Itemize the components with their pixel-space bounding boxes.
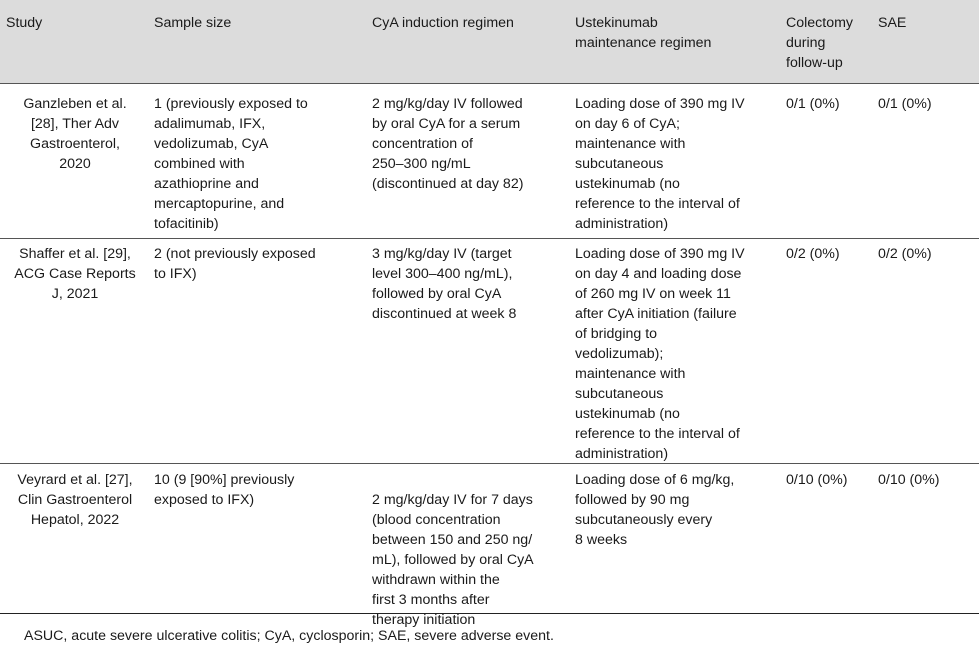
row3-study: Veyrard et al. [27], Clin Gastroenterol Hepatol, 2022	[17, 472, 133, 528]
header-ustekinumab: Ustekinumab maintenance regimen	[575, 15, 712, 51]
row2-sample-size: 2 (not previously exposed to IFX)	[154, 246, 316, 282]
table-bottom-rule	[0, 613, 979, 614]
row2-sae: 0/2 (0%)	[878, 246, 932, 262]
header-divider	[0, 83, 979, 84]
row1-divider	[0, 238, 979, 239]
row1-colectomy: 0/1 (0%)	[786, 96, 840, 112]
row2-study: Shaffer et al. [29], ACG Case Reports J, 2021	[14, 246, 136, 302]
header-colectomy: Colectomy during follow-up	[786, 15, 854, 71]
row3-ustekinumab: Loading dose of 6 mg/kg, followed by 90 mg subcutaneously every 8 weeks	[575, 472, 735, 548]
row2-cya-induction: 3 mg/kg/day IV (target level 300–400 ng/mL), followed by oral CyA discontinued at week 8	[372, 246, 517, 322]
row1-sae: 0/1 (0%)	[878, 96, 932, 112]
header-study: Study	[6, 15, 43, 31]
row1-ustekinumab: Loading dose of 390 mg IV on day 6 of CyA; maintenance with subcutaneous ustekinumab (no reference to the interval of administration)	[575, 96, 745, 232]
row1-sample-size: 1 (previously exposed to adalimumab, IFX, vedolizumab, CyA combined with azathioprine and mercaptopurine, and tofacitinib)	[154, 96, 308, 232]
row1-study: Ganzleben et al. [28], Ther Adv Gastroenterol, 2020	[23, 96, 127, 172]
header-sample-size: Sample size	[154, 15, 232, 31]
row3-cya-induction: 2 mg/kg/day IV for 7 days (blood concentration between 150 and 250 ng/ mL), followed by oral CyA withdrawn within the first 3 months after therapy initiation	[372, 492, 534, 628]
header-cya-induction: CyA induction regimen	[372, 15, 514, 31]
row3-colectomy: 0/10 (0%)	[786, 472, 848, 488]
row3-sample-size: 10 (9 [90%] previously exposed to IFX)	[154, 472, 295, 508]
table-footnote: ASUC, acute severe ulcerative colitis; CyA, cyclosporin; SAE, severe adverse event.	[24, 628, 554, 644]
row3-sae: 0/10 (0%)	[878, 472, 940, 488]
row2-divider	[0, 463, 979, 464]
row2-ustekinumab: Loading dose of 390 mg IV on day 4 and loading dose of 260 mg IV on week 11 after CyA initiation (failure of bridging to vedolizumab); maintenance with subcutaneous ustekinumab (no reference to the interval of administration)	[575, 246, 745, 462]
row1-cya-induction: 2 mg/kg/day IV followed by oral CyA for a serum concentration of 250–300 ng/mL (discontinued at day 82)	[372, 96, 524, 192]
row2-colectomy: 0/2 (0%)	[786, 246, 840, 262]
header-sae: SAE	[878, 15, 907, 31]
